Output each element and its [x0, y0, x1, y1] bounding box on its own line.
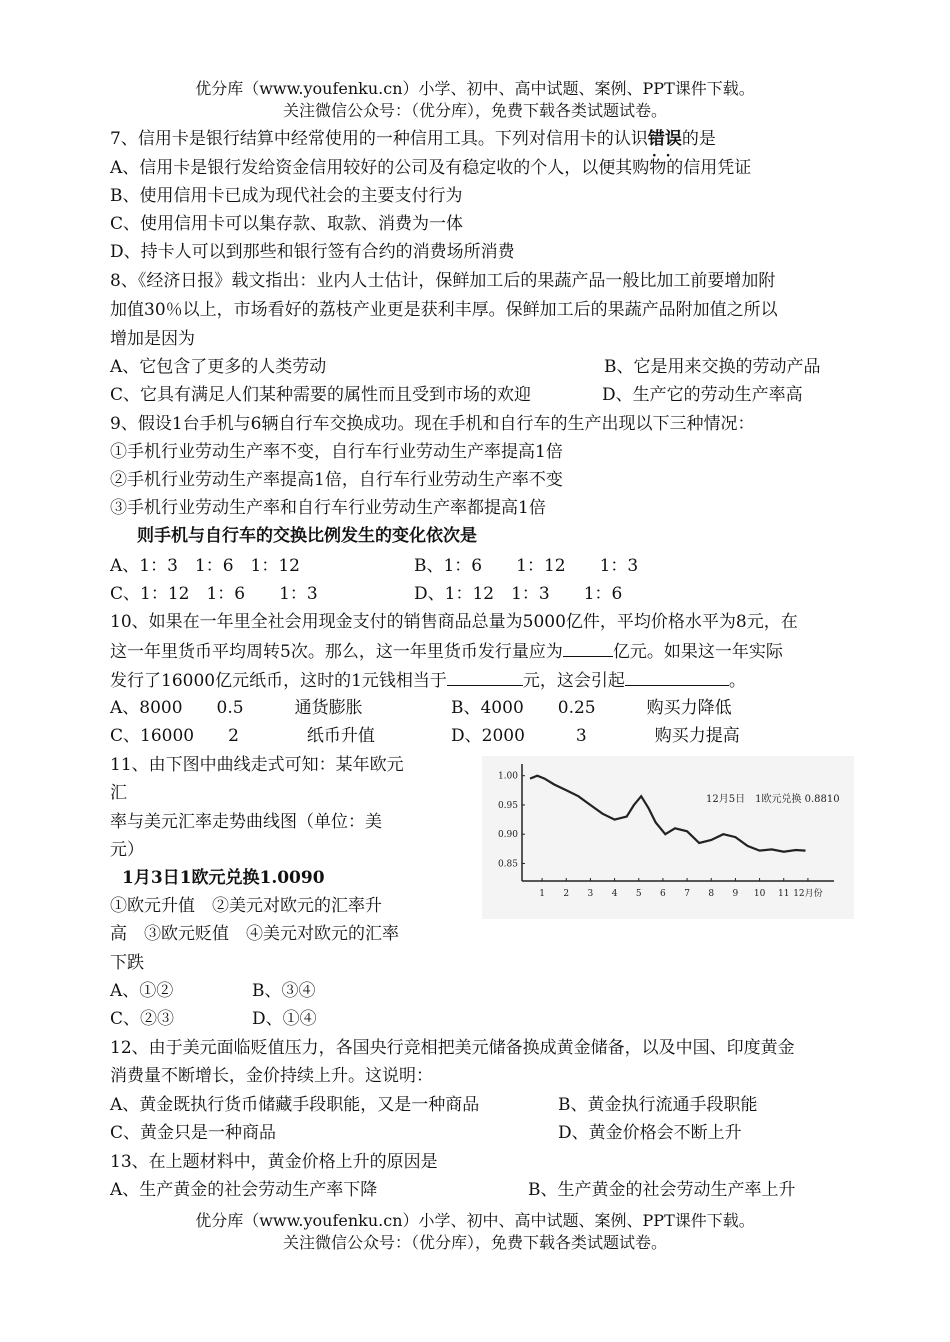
- q9-condition-2: ②手机行业劳动生产率提高1倍，自行车行业劳动生产率不变: [110, 470, 563, 490]
- y-tick-label: 0.90: [497, 830, 518, 841]
- euro-rate-series-line: [530, 776, 806, 852]
- q7-option-d: D、持卡人可以到那些和银行签有合约的消费场所消费: [110, 242, 515, 262]
- x-tick-label: 3: [587, 889, 594, 899]
- x-tick-label: 4: [611, 889, 618, 899]
- question-12-line-1: 12、由于美元面临贬值压力，各国央行竞相把美元储备换成黄金储备，以及中国、印度黄金: [110, 1038, 795, 1058]
- question-11-line-6: ①欧元升值 ②美元对欧元的汇率升: [110, 896, 382, 916]
- answer-blank-2: [447, 667, 523, 686]
- q13-option-a: A、生产黄金的社会劳动生产率下降: [110, 1180, 378, 1200]
- x-tick-label: 8: [708, 889, 715, 899]
- chart-annotation: 12月5日 1欧元兑换 0.8810: [706, 794, 840, 805]
- question-10-line-2: 这一年里货币平均周转5次。那么，这一年里货币发行量应为 亿元。如果这一年实际: [110, 638, 783, 665]
- x-tick-label: 11: [778, 889, 790, 899]
- answer-blank-1: [563, 638, 613, 657]
- q7-option-b: B、使用信用卡已成为现代社会的主要支付行为: [110, 186, 463, 206]
- q10-option-c: C、16000 2 纸币升值: [110, 726, 375, 746]
- header-line-1: 优分库（www.youfenku.cn）小学、初中、高中试题、案例、PPT课件下载。: [195, 79, 755, 98]
- question-11-line-7: 高 ③欧元贬值 ④美元对欧元的汇率: [110, 924, 399, 944]
- question-11-line-1: 11、由下图中曲线走式可知：某年欧元: [110, 755, 404, 775]
- answer-blank-3: [625, 667, 729, 686]
- y-tick-label: 0.95: [497, 800, 518, 811]
- q8-option-d: D、生产它的劳动生产率高: [602, 385, 803, 405]
- q7-option-a: A、信用卡是银行发给资金信用较好的公司及有稳定收的个人，以便其购物的信用凭证: [110, 158, 752, 178]
- q8-option-c: C、它具有满足人们某种需要的属性而且受到市场的欢迎: [110, 385, 532, 405]
- x-tick-label: 9: [732, 889, 739, 899]
- q9-condition-3: ③手机行业劳动生产率和自行车行业劳动生产率都提高1倍: [110, 498, 546, 518]
- q12-option-b: B、黄金执行流通手段职能: [558, 1095, 758, 1115]
- q9-option-b: B、1：6 1：12 1：3: [414, 556, 639, 576]
- x-tick-label: 2: [563, 889, 570, 899]
- question-10-line-3: 发行了16000亿元纸币，这时的1元钱相当于 元，这会引起 。: [110, 667, 746, 694]
- q11-option-a: A、①②: [110, 981, 174, 1001]
- x-tick-label: 5: [635, 889, 642, 899]
- q9-option-c: C、1：12 1：6 1：3: [110, 584, 318, 604]
- question-11-line-2: 汇: [110, 783, 127, 803]
- q8-option-b: B、它是用来交换的劳动产品: [604, 357, 821, 377]
- question-11-line-8: 下跌: [110, 953, 144, 973]
- exchange-rate-chart: [482, 756, 854, 919]
- x-tick-label: 1: [539, 889, 545, 899]
- q11-option-c: C、②③: [110, 1009, 175, 1029]
- x-tick-label: 6: [660, 889, 666, 899]
- x-tick-label: 12月份: [793, 889, 823, 899]
- question-13-stem: 13、在上题材料中，黄金价格上升的原因是: [110, 1152, 438, 1172]
- q9-condition-1: ①手机行业劳动生产率不变，自行车行业劳动生产率提高1倍: [110, 442, 563, 462]
- header-line-2: 关注微信公众号：（优分库），免费下载各类试题试卷。: [282, 101, 667, 120]
- q9-question: 则手机与自行车的交换比例发生的变化依次是: [137, 526, 477, 546]
- x-tick-label: 10: [753, 889, 766, 899]
- y-tick-label: 0.85: [497, 859, 518, 870]
- question-11-line-5: 1月3日1欧元兑换1.0090: [122, 868, 325, 888]
- q11-option-b: B、③④: [252, 981, 316, 1001]
- q7-option-c: C、使用信用卡可以集存款、取款、消费为一体: [110, 214, 464, 234]
- q12-option-d: D、黄金价格会不断上升: [558, 1123, 742, 1143]
- q13-option-b: B、生产黄金的社会劳动生产率上升: [528, 1180, 796, 1200]
- q10-option-a: A、8000 0.5 通货膨胀: [110, 698, 363, 718]
- q9-option-a: A、1：3 1：6 1：12: [110, 556, 300, 576]
- question-12-line-2: 消费量不断增长，金价持续上升。这说明：: [110, 1066, 433, 1086]
- question-8-line-3: 增加是因为: [110, 329, 195, 349]
- q11-option-d: D、①④: [252, 1009, 317, 1029]
- q9-option-d: D、1：12 1：3 1：6: [414, 584, 623, 604]
- question-11-line-3: 率与美元汇率走势曲线图（单位：美: [110, 812, 382, 832]
- question-11-line-4: 元）: [110, 840, 144, 860]
- q10-option-b: B、4000 0.25 购买力降低: [451, 698, 732, 718]
- question-7-stem: 7、信用卡是银行结算中经常使用的一种信用工具。下列对信用卡的认识错误 · ·的是: [110, 126, 716, 152]
- q8-option-a: A、它包含了更多的人类劳动: [110, 357, 327, 377]
- emphasis-wrong: 错误 · ·: [648, 129, 682, 149]
- question-9-stem: 9、假设1台手机与6辆自行车交换成功。现在手机和自行车的生产出现以下三种情况：: [110, 414, 755, 434]
- y-tick-label: 1.00: [497, 771, 518, 782]
- question-8-line-2: 加值30％以上，市场看好的荔枝产业更是获利丰厚。保鲜加工后的果蔬产品附加值之所以: [110, 300, 778, 320]
- question-8-line-1: 8、《经济日报》载文指出：业内人士估计，保鲜加工后的果蔬产品一般比加工前要增加附: [110, 271, 776, 291]
- question-10-line-1: 10、如果在一年里全社会用现金支付的销售商品总量为5000亿件，平均价格水平为8元，在: [110, 612, 798, 632]
- q10-option-d: D、2000 3 购买力提高: [451, 726, 740, 746]
- x-tick-label: 7: [684, 889, 690, 899]
- footer-line-2: 关注微信公众号：（优分库），免费下载各类试题试卷。: [282, 1233, 667, 1252]
- q12-option-c: C、黄金只是一种商品: [110, 1123, 277, 1143]
- q12-option-a: A、黄金既执行货币储藏手段职能，又是一种商品: [110, 1095, 480, 1115]
- footer-line-1: 优分库（www.youfenku.cn）小学、初中、高中试题、案例、PPT课件下载。: [195, 1211, 755, 1230]
